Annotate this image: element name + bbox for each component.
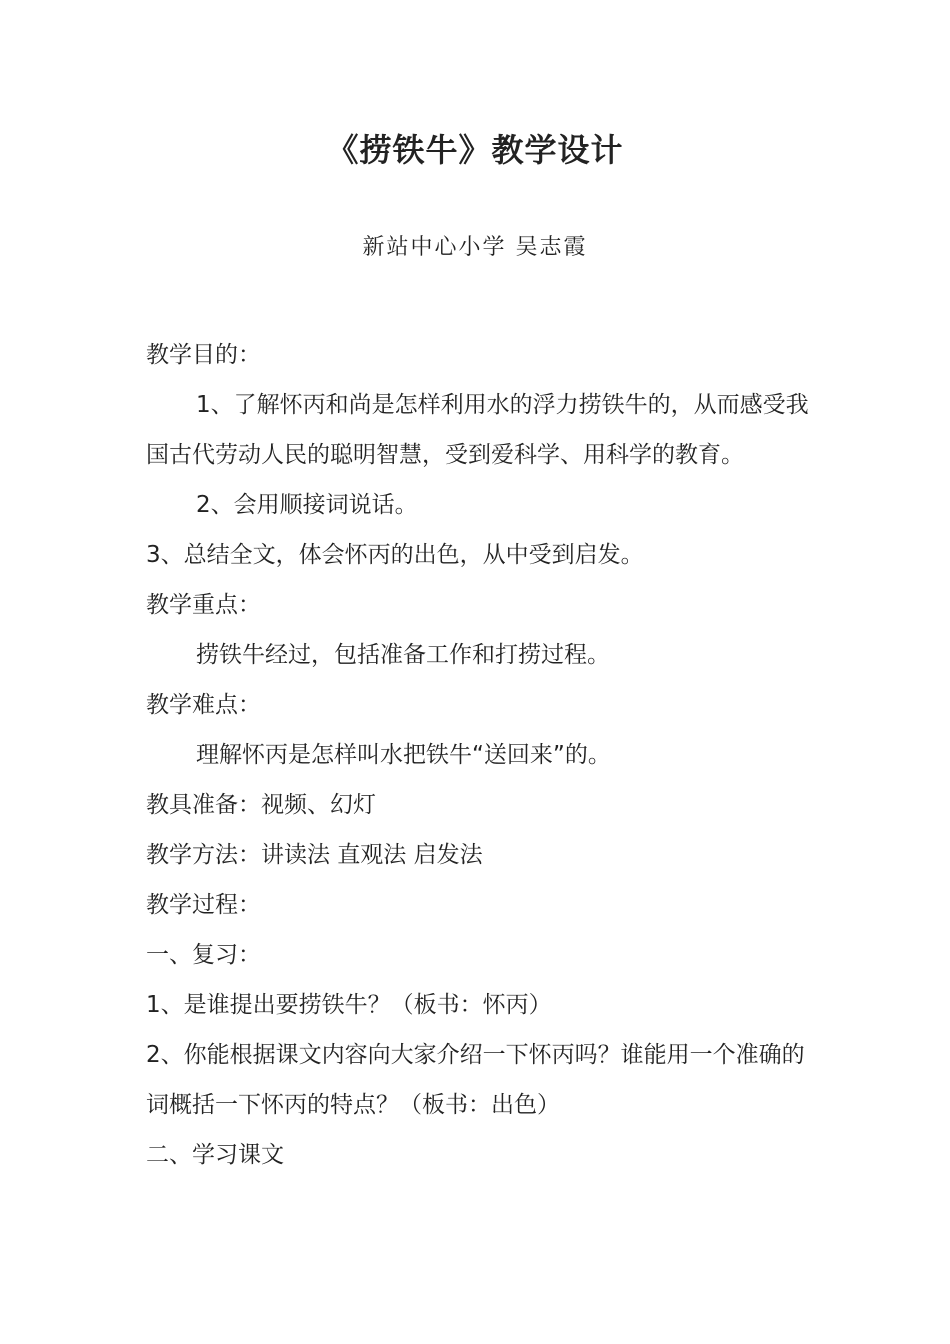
paragraph-study-heading: 二、学习课文: [146, 1142, 284, 1168]
paragraph-objective-2: 2、会用顺接词说话。: [196, 492, 418, 518]
paragraph-difficulty-heading: 教学难点：: [146, 692, 261, 718]
paragraph-key-point: 捞铁牛经过，包括准备工作和打捞过程。: [196, 642, 610, 668]
document-title: 《捞铁牛》教学设计: [326, 131, 624, 169]
paragraph-review-heading: 一、复习：: [146, 942, 261, 968]
paragraph-difficulty: 理解怀丙是怎样叫水把铁牛“送回来”的。: [196, 742, 611, 768]
document-author: 新站中心小学 吴志霞: [362, 235, 588, 260]
paragraph-materials: 教具准备：视频、幻灯: [146, 792, 376, 818]
paragraph-process-heading: 教学过程：: [146, 892, 261, 918]
paragraph-review-question-2: 2、你能根据课文内容向大家介绍一下怀丙吗？谁能用一个准确的词概括一下怀丙的特点？（板书：出色）: [146, 1042, 805, 1118]
paragraph-objective-3: 3、总结全文，体会怀丙的出色，从中受到启发。: [146, 542, 644, 568]
paragraph-methods: 教学方法：讲读法 直观法 启发法: [146, 842, 483, 868]
paragraph-objective-1: 1、了解怀丙和尚是怎样利用水的浮力捞铁牛的，从而感受我国古代劳动人民的聪明智慧，受到爱科学、用科学的教育。: [146, 392, 809, 468]
paragraph-review-question-1: 1、是谁提出要捞铁牛？（板书：怀丙）: [146, 992, 552, 1018]
document-body: [146, 330, 816, 1180]
paragraph-objectives-heading: 教学目的：: [146, 342, 261, 368]
paragraph-key-point-heading: 教学重点：: [146, 592, 261, 618]
